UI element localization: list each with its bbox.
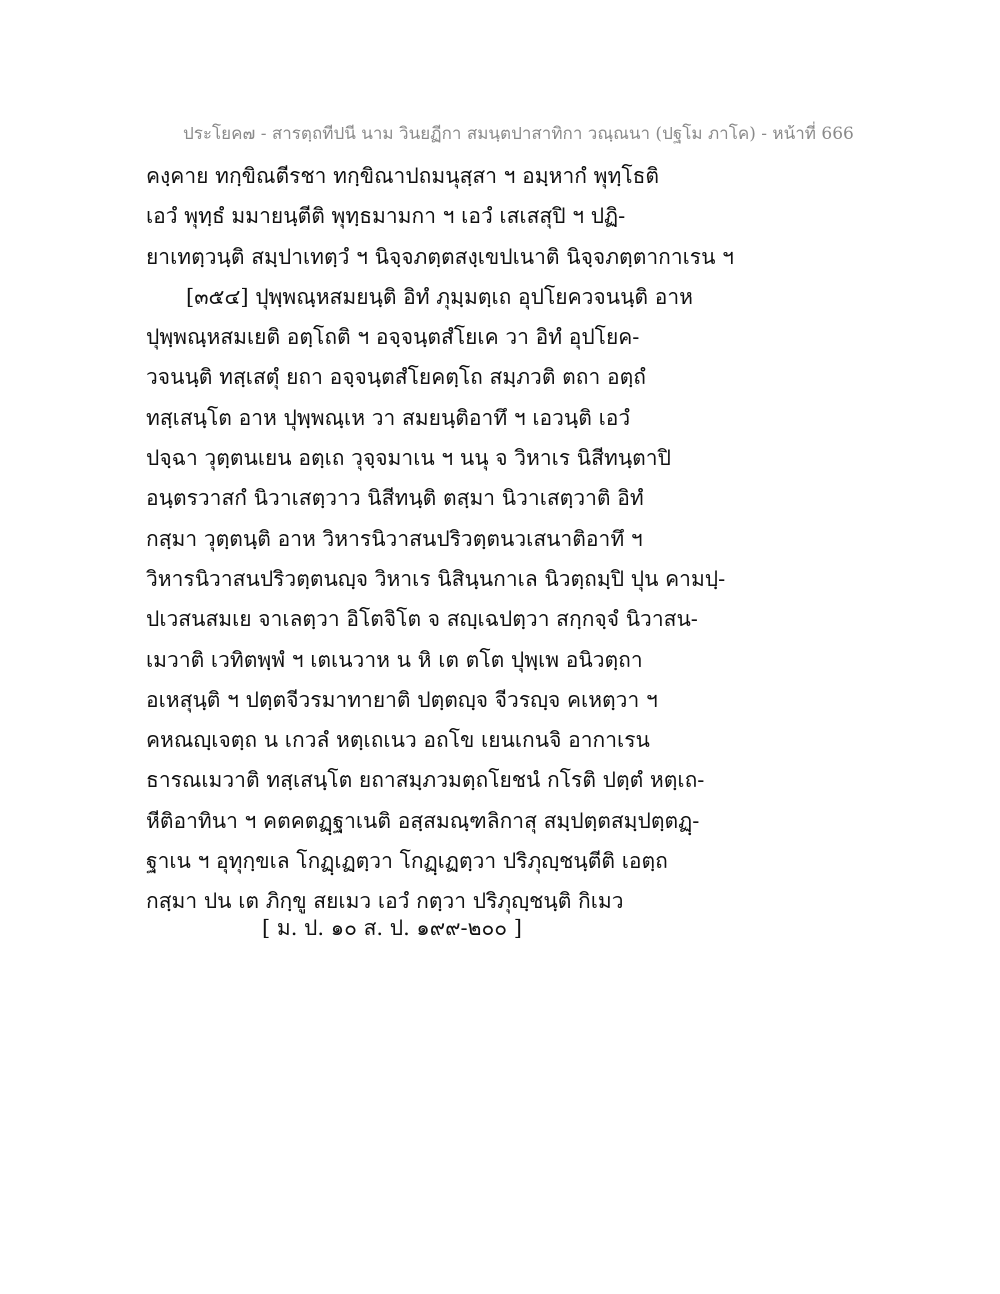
- text-line-17: หีติอาทินา ฯ คตคตฏฺฐาเนติ อสฺสมณฺฑลิกาสุ สมฺปตฺตสมฺปตฺตฏฺ-: [146, 808, 700, 833]
- text-line-9: อนฺตรวาสกํ นิวาเสตฺวาว นิสีทนฺติ ตสฺมา นิวาเสตฺวาติ อิทํ: [146, 486, 644, 511]
- text-line-5: ปุพฺพณฺหสมเยติ อตฺโถติ ฯ อจฺจนฺตสํโยเค วา อิทํ อุปโยค-: [146, 325, 640, 350]
- text-line-1: คงฺคาย ทกฺขิณตีรชา ทกฺขิณาปถมนุสฺสา ฯ อมฺหากํ พุทฺโธติ: [146, 164, 660, 188]
- text-line-10: กสฺมา วุตฺตนฺติ อาห วิหารนิวาสนปริวตฺตนวเสนาติอาทึ ฯ: [146, 526, 643, 551]
- text-line-2: เอวํ พุทฺธํ มมายนฺตีติ พุทฺธมามกา ฯ เอวํ เสเสสุปิ ฯ ปฏิ-: [146, 204, 626, 229]
- text-line-18: ฐาเน ฯ อุทุกฺขเล โกฏฺเฏตฺวา โกฏฺเฏตฺวา ปริภุญฺชนฺตีติ เอตฺถ: [146, 849, 668, 874]
- text-line-19: กสฺมา ปน เต ภิกฺขู สยเมว เอวํ กตฺวา ปริภุญฺชนฺติ กิเมว: [146, 889, 624, 914]
- text-line-12: ปเวสนสมเย จาเลตฺวา อิโตจิโต จ สญฺเฉปตฺวา สกฺกจฺจํ นิวาสน-: [146, 607, 698, 632]
- text-line-3: ยาเทตฺวนฺติ สมฺปาเทตฺวํ ฯ นิจฺจภตฺตสงฺเขปเนาติ นิจฺจภตฺตากาเรน ฯ: [146, 244, 734, 269]
- text-line-16: ธารณเมวาติ ทสฺเสนฺโต ยถาสมฺภวมตฺถโยชนํ กโรติ ปตฺตํ หตฺเถ-: [146, 768, 705, 793]
- text-line-15: คหณญฺเจตฺถ น เกวลํ หตฺเถเนว อถโข เยนเกนจิ อากาเรน: [146, 728, 650, 753]
- text-line-6: วจนนฺติ ทสฺเสตุํ ยถา อจฺจนฺตสํโยคตฺโถ สมฺภวติ ตถา อตฺถํ: [146, 365, 646, 390]
- text-line-7: ทสฺเสนฺโต อาห ปุพฺพณฺเห วา สมยนฺติอาทึ ฯ เอวนฺติ เอวํ: [146, 405, 631, 430]
- text-line-13: เมวาติ เวทิตพฺพํ ฯ เตเนวาห น หิ เต ตโต ปุพฺเพ อนิวตฺถา: [146, 647, 643, 672]
- paragraph-start-line: [๓๕๔] ปุพฺพณฺหสมยนฺติ อิทํ ภุมฺมตฺเถ อุปโยควจนนฺติ อาห: [186, 284, 693, 309]
- text-line-8: ปจฺฉา วุตฺตนเยน อตฺเถ วุจฺจมาเน ฯ นนุ จ วิหาเร นิสีทนฺตาปิ: [146, 446, 671, 471]
- source-reference: [ ม. ป. ๑๐ ส. ป. ๑๙๙-๒๐๐ ]: [262, 916, 522, 940]
- body-text: [146, 156, 976, 922]
- text-line-11: วิหารนิวาสนปริวตฺตนญฺจ วิหาเร นิสินฺนกาเล นิวตฺถมฺปิ ปุน คามปฺ-: [146, 566, 726, 591]
- running-header: ประโยค๗ - สารตฺถทีปนี นาม วินยฏีกา สมนฺตปาสาทิกา วณฺณนา (ปฐโม ภาโค) - หน้าที่ 666: [183, 124, 854, 144]
- text-line-14: อเหสุนฺติ ฯ ปตฺตจีวรมาทายาติ ปตฺตญฺจ จีวรญฺจ คเหตฺวา ฯ: [146, 687, 658, 712]
